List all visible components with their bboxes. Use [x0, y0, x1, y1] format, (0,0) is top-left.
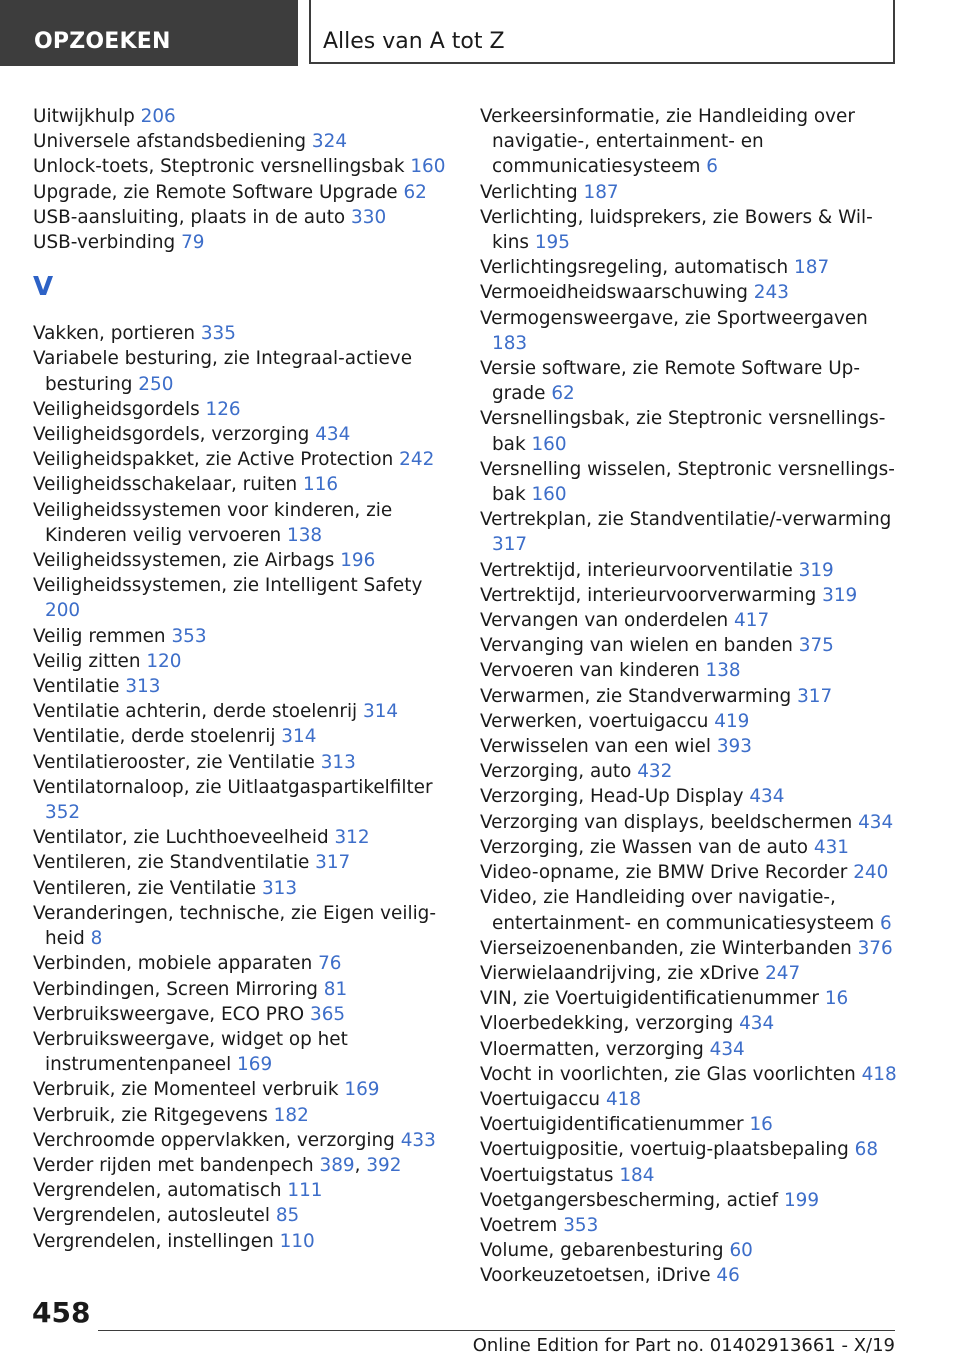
index-letter-heading: V: [33, 272, 54, 303]
page-reference-link[interactable]: 392: [366, 1154, 402, 1176]
index-entry-term: Vermoeidheidswaarschuwing: [480, 282, 748, 304]
index-entry: [480, 583, 900, 608]
index-entry-term: Vergrendelen, automatisch: [33, 1180, 282, 1202]
index-entry: [33, 397, 453, 422]
index-entry-term: Unlock-toets, Steptronic versnellingsbak: [33, 156, 405, 178]
page-reference-link[interactable]: 431: [813, 836, 849, 858]
index-entry: [33, 346, 453, 396]
page-reference-link[interactable]: 116: [303, 474, 339, 496]
index-entry: [33, 674, 453, 699]
index-entry-term: Ventilator, zie Luchthoeveelheid: [33, 827, 329, 849]
index-entry: [33, 180, 453, 205]
page-reference-link[interactable]: 434: [739, 1013, 775, 1035]
index-entry-term: Ventilatie achterin, derde stoelenrij: [33, 701, 358, 723]
index-entry-term: Vergrendelen, instellingen: [33, 1230, 274, 1252]
index-entry-term: Vierwielaandrijving, zie xDrive: [480, 962, 760, 984]
index-entry: [480, 860, 900, 885]
index-entry: [33, 422, 453, 447]
page-reference-link[interactable]: 16: [824, 988, 849, 1010]
page-reference-link[interactable]: 160: [531, 433, 567, 455]
index-entry: [480, 1011, 900, 1036]
index-entry: [480, 1163, 900, 1188]
page-reference-link[interactable]: 419: [714, 710, 750, 732]
index-entry: [480, 608, 900, 633]
index-entry-term: Verzorging, auto: [480, 761, 632, 783]
page-reference-link[interactable]: 418: [861, 1063, 897, 1085]
index-entry-term: Verzorging, zie Wassen van de auto: [480, 836, 809, 858]
index-entry: [33, 977, 453, 1002]
index-entry: [33, 498, 453, 548]
index-entry-term: Vertrekplan, zie Standventilatie/-verwarming: [480, 509, 892, 531]
index-entry-term: Verbruiksweergave, ECO PRO: [33, 1003, 305, 1025]
index-entry: [480, 734, 900, 759]
page-reference-link[interactable]: 330: [351, 206, 387, 228]
page-reference-link[interactable]: 365: [310, 1003, 346, 1025]
index-entry-term: Vervanging van wielen en banden: [480, 635, 793, 657]
index-entry-term: Voertuigaccu: [480, 1088, 601, 1110]
index-entry: [480, 810, 900, 835]
index-entry: [33, 321, 453, 346]
index-entry-term: Vertrektijd, interieurvoorverwarming: [480, 584, 817, 606]
index-entry: [33, 230, 453, 255]
index-entry-term: Veiligheidspakket, zie Active Protection: [33, 449, 394, 471]
index-entry-term: Verzorging, Head-Up Display: [480, 786, 744, 808]
page-reference-link[interactable]: 76: [318, 953, 342, 975]
page-reference-link[interactable]: 184: [619, 1164, 655, 1186]
index-entry: [480, 180, 900, 205]
index-entry-term: Veiligheidssystemen voor kinderen, zie Kinderen veilig vervoeren: [33, 499, 393, 546]
index-entry: [480, 1037, 900, 1062]
index-entry: [480, 658, 900, 683]
index-entry-term: Versnelling wisselen, Steptronic versnellingsbak: [480, 458, 895, 506]
index-entry: [480, 759, 900, 784]
index-entry-term: Vervoeren van kinderen: [480, 660, 700, 682]
index-entry-term: Video, zie Handleiding over navigatie-, entertainment- en communicatiesysteem: [480, 887, 875, 934]
page-reference-link[interactable]: 200: [45, 600, 81, 622]
page-reference-link[interactable]: 206: [140, 106, 176, 127]
page-reference-link[interactable]: 376: [857, 937, 893, 959]
index-entry: [480, 835, 900, 860]
index-entry: Verder rijden met bandenpech 389, 392: [33, 1154, 402, 1176]
page-reference-link[interactable]: 60: [729, 1240, 753, 1262]
index-entry-term: Verchroomde oppervlakken, verzorging: [33, 1129, 395, 1151]
index-entry: [480, 961, 900, 986]
index-entry: [33, 825, 453, 850]
index-entry-term: Vierseizoenenbanden, zie Winterbanden: [480, 937, 852, 959]
index-entry: [33, 1077, 453, 1102]
page-reference-link[interactable]: 352: [45, 802, 81, 824]
page-reference-link[interactable]: 418: [605, 1088, 642, 1110]
index-entry-term: Voertuigstatus: [480, 1164, 614, 1186]
index-entry-term: Verbruik, zie Momenteel verbruik: [33, 1079, 339, 1101]
page-reference-link[interactable]: 314: [363, 701, 399, 723]
index-entry: [33, 205, 453, 230]
index-group-v-continued: [480, 104, 900, 1289]
index-entry-term: Vergrendelen, autosleutel: [33, 1205, 270, 1227]
index-entry: [33, 1178, 453, 1203]
index-entry: [480, 406, 900, 456]
index-entry: [480, 633, 900, 658]
page-reference-link[interactable]: 240: [853, 862, 889, 884]
page-reference-link[interactable]: 182: [273, 1104, 309, 1126]
index-entry: [33, 775, 453, 825]
index-entry-term: Veiligheidsgordels: [33, 398, 200, 420]
index-entry: [480, 684, 900, 709]
page-reference-link[interactable]: 417: [734, 610, 770, 632]
footer-edition: Online Edition for Part no. 01402913661 - X/19: [472, 1335, 895, 1356]
page-reference-link[interactable]: 317: [797, 685, 833, 707]
index-entry-term: Ventilatie, derde stoelenrij: [33, 726, 276, 748]
page-reference-link[interactable]: 68: [854, 1139, 879, 1161]
index-entry-term: Vermogensweergave, zie Sportweergaven: [480, 307, 868, 329]
page-number: 458: [32, 1296, 91, 1329]
index-entry: [33, 548, 453, 573]
index-entry-term: Ventilatie: [33, 676, 120, 698]
page-reference-link[interactable]: 242: [399, 449, 435, 471]
index-entry-term: Volume, gebarenbesturing: [480, 1240, 724, 1262]
index-entry-term: Ventilatornaloop, zie Uitlaatgaspartikelfilter: [33, 776, 433, 798]
index-entry-term: Ventileren, zie Standventilatie: [33, 852, 310, 874]
page-reference-link[interactable]: 169: [237, 1054, 273, 1076]
page-reference-link[interactable]: 183: [492, 332, 528, 354]
index-entry-term: Voertuigidentificatienummer: [480, 1114, 744, 1136]
page-reference-link[interactable]: 160: [531, 484, 567, 506]
index-entry: [33, 1128, 453, 1153]
index-group-v: [33, 321, 453, 1254]
page-reference-link[interactable]: 434: [749, 786, 785, 808]
index-entry-term: Vloerbedekking, verzorging: [480, 1013, 734, 1035]
index-entry: [480, 356, 900, 406]
page-reference-link[interactable]: 433: [400, 1129, 436, 1151]
index-entry: [33, 1002, 453, 1027]
index-entry: [480, 1062, 900, 1087]
page-reference-link[interactable]: 199: [783, 1189, 820, 1211]
index-entry: [33, 699, 453, 724]
index-entry: [33, 1103, 453, 1128]
page-reference-link[interactable]: 46: [716, 1265, 740, 1287]
index-entry: [480, 457, 900, 507]
page-reference-link[interactable]: 247: [765, 962, 801, 984]
page-reference-link[interactable]: 79: [181, 232, 205, 254]
index-entry: [33, 573, 453, 623]
index-entry: [480, 1137, 900, 1162]
index-entry: [480, 1238, 900, 1263]
page-reference-link[interactable]: 434: [709, 1038, 745, 1060]
page-reference-link[interactable]: 62: [403, 181, 427, 203]
index-entry-term: Universele afstandsbediening: [33, 131, 307, 153]
index-entry-term: USB-aansluiting, plaats in de auto: [33, 206, 346, 228]
index-entry-term: Veilig zitten: [33, 650, 141, 672]
index-entry: [33, 447, 453, 472]
footer-divider: [98, 1330, 895, 1331]
index-entry: [480, 280, 900, 305]
index-entry-term: Vloermatten, verzorging: [480, 1038, 704, 1060]
index-entry: [480, 709, 900, 734]
index-entry-term: Veiligheidssystemen, zie Intelligent Safety: [33, 575, 423, 597]
index-entry-term: Verder rijden met bandenpech: [33, 1154, 314, 1176]
index-entry: [33, 624, 453, 649]
index-entry-term: Ventileren, zie Ventilatie: [33, 877, 257, 899]
index-entry-term: Verbruik, zie Ritgegevens: [33, 1104, 268, 1126]
index-entry: [33, 649, 453, 674]
page-reference-link[interactable]: 319: [822, 584, 858, 606]
index-entry-term: Veiligheidssystemen, zie Airbags: [33, 550, 335, 572]
page-reference-link[interactable]: 85: [275, 1205, 300, 1227]
page-reference-link[interactable]: 138: [287, 524, 323, 546]
page-reference-link[interactable]: 243: [753, 282, 789, 304]
index-entry: [33, 724, 453, 749]
index-entry-term: Vakken, portieren: [33, 323, 195, 345]
index-entry-term: Voorkeuzetoetsen, iDrive: [480, 1265, 711, 1287]
index-entry-term: Verwerken, voertuigaccu: [480, 710, 709, 732]
page-header: [0, 0, 960, 66]
page-reference-link[interactable]: 353: [563, 1214, 599, 1236]
index-entry-term: Verwisselen van een wiel: [480, 736, 711, 758]
page-reference-link[interactable]: 324: [311, 131, 348, 153]
index-entry: [480, 986, 900, 1011]
index-column-right: [480, 104, 900, 1289]
index-entry: [33, 876, 453, 901]
page-reference-link[interactable]: 8: [90, 928, 103, 950]
page-reference-link[interactable]: 353: [171, 625, 207, 647]
index-entry-term: Versie software, zie Remote Software Upgrade: [480, 358, 860, 405]
index-entry: [33, 129, 453, 154]
index-entry: [480, 1188, 900, 1213]
index-entry-term: Versnellingsbak, zie Steptronic versnellingsbak: [480, 408, 886, 455]
page-reference-link[interactable]: 126: [205, 398, 241, 420]
index-entry: [33, 154, 453, 179]
page-reference-link[interactable]: 169: [344, 1079, 380, 1101]
index-entry-term: Vertrektijd, interieurvoorventilatie: [480, 559, 793, 581]
index-entry: [33, 901, 453, 951]
page-reference-link[interactable]: 195: [534, 232, 570, 254]
index-entry-term: Verwarmen, zie Standverwarming: [480, 685, 792, 707]
page-reference-link[interactable]: 138: [705, 660, 741, 682]
index-entry: [480, 1087, 900, 1112]
index-entry: [480, 1112, 900, 1137]
page-reference-link[interactable]: 317: [492, 534, 528, 556]
index-entry-term: Voetgangersbescherming, actief: [480, 1189, 779, 1211]
page-reference-link[interactable]: 111: [287, 1180, 323, 1202]
index-entry-term: Verlichting: [480, 181, 578, 203]
page-reference-link[interactable]: 312: [334, 827, 370, 849]
page-reference-link[interactable]: 389: [319, 1154, 355, 1176]
index-entry: [33, 750, 453, 775]
index-entry: [480, 104, 900, 180]
index-entry-term: Verbinden, mobiele apparaten: [33, 953, 313, 975]
index-entry-term: Verbruiksweergave, widget op het instrumentenpaneel: [33, 1028, 348, 1076]
index-entry: [33, 104, 453, 129]
index-entry-term: Upgrade, zie Remote Software Upgrade: [33, 181, 398, 203]
index-entry-term: Verlichtingsregeling, automatisch: [480, 257, 789, 279]
index-entry: [33, 850, 453, 875]
index-entry-term: Uitwijkhulp: [33, 106, 135, 127]
index-entry: [480, 255, 900, 280]
index-entry-term: Veiligheidsgordels, verzorging: [33, 424, 310, 446]
page-reference-link[interactable]: 313: [320, 751, 356, 773]
index-entry: [33, 1229, 453, 1254]
page-reference-link[interactable]: 6: [880, 912, 892, 934]
page-reference-link[interactable]: 62: [551, 383, 575, 405]
page-reference-link[interactable]: 81: [323, 978, 348, 1000]
page-reference-link[interactable]: 314: [281, 726, 317, 748]
index-entry-term: Verbindingen, Screen Mirroring: [33, 978, 318, 1000]
index-entry-term: Voetrem: [480, 1214, 558, 1236]
index-group-u: [33, 104, 453, 255]
page-reference-link[interactable]: 432: [637, 761, 673, 783]
index-entry-term: Vocht in voorlichten, zie Glas voorlichten: [480, 1063, 856, 1085]
page-reference-link[interactable]: 434: [858, 811, 894, 833]
index-entry: [480, 306, 900, 356]
index-entry: [480, 558, 900, 583]
page-reference-link[interactable]: 313: [261, 877, 298, 899]
page-reference-link[interactable]: 187: [583, 181, 619, 203]
index-entry-term: Verkeersinformatie, zie Handleiding over navigatie-, entertainment- en communicatiesysteem: [480, 106, 855, 178]
index-entry: [480, 784, 900, 809]
page-reference-link[interactable]: 160: [410, 156, 446, 178]
index-entry: [480, 936, 900, 961]
page-reference-link[interactable]: 187: [794, 257, 830, 279]
header-title: Alles van A tot Z: [311, 0, 895, 64]
index-column-left: [33, 104, 453, 1254]
page-reference-link[interactable]: 6: [706, 156, 718, 178]
page-reference-link[interactable]: 393: [716, 736, 752, 758]
index-entry-term: Veranderingen, technische, zie Eigen veiligheid: [33, 902, 436, 950]
page-reference-link[interactable]: 120: [146, 650, 182, 672]
index-entry: [33, 1027, 453, 1077]
index-entry: [33, 951, 453, 976]
index-entry: [33, 472, 453, 497]
page-reference-link[interactable]: 16: [749, 1114, 773, 1136]
page-reference-link[interactable]: 375: [798, 635, 834, 657]
index-entry-term: Video-opname, zie BMW Drive Recorder: [480, 862, 848, 884]
index-entry-term: Ventilatierooster, zie Ventilatie: [33, 751, 315, 773]
index-entry: [480, 1213, 900, 1238]
index-entry-term: Vervangen van onderdelen: [480, 610, 729, 632]
index-entry: [480, 1263, 900, 1288]
section-tab[interactable]: OPZOEKEN: [0, 0, 298, 66]
index-entry-term: Verlichting, luidsprekers, zie Bowers & Wilkins: [480, 206, 873, 254]
index-entry: [33, 1203, 453, 1228]
page-reference-link[interactable]: 313: [125, 676, 161, 698]
index-entry-term: Voertuigpositie, voertuig-plaatsbepaling: [480, 1139, 849, 1161]
page-reference-link[interactable]: 335: [200, 323, 236, 345]
index-entry-term: Verzorging van displays, beeldschermen: [480, 811, 853, 833]
index-entry-term: USB-verbinding: [33, 232, 176, 254]
index-entry-term: Veiligheidsschakelaar, ruiten: [33, 474, 298, 496]
index-entry-term: Veilig remmen: [33, 625, 166, 647]
page-reference-link[interactable]: 110: [279, 1230, 315, 1252]
page-reference-link[interactable]: 250: [138, 373, 174, 395]
page-reference-link[interactable]: 196: [340, 550, 376, 572]
page-reference-link[interactable]: 319: [798, 559, 834, 581]
index-entry-term: VIN, zie Voertuigidentificatienummer: [480, 988, 819, 1010]
index-entry-term: Variabele besturing, zie Integraal-actieve besturing: [33, 348, 413, 395]
page-reference-link[interactable]: 317: [315, 852, 351, 874]
index-entry: [480, 885, 900, 935]
page-reference-link[interactable]: 434: [315, 424, 351, 446]
index-entry: [480, 507, 900, 557]
index-entry: [480, 205, 900, 255]
